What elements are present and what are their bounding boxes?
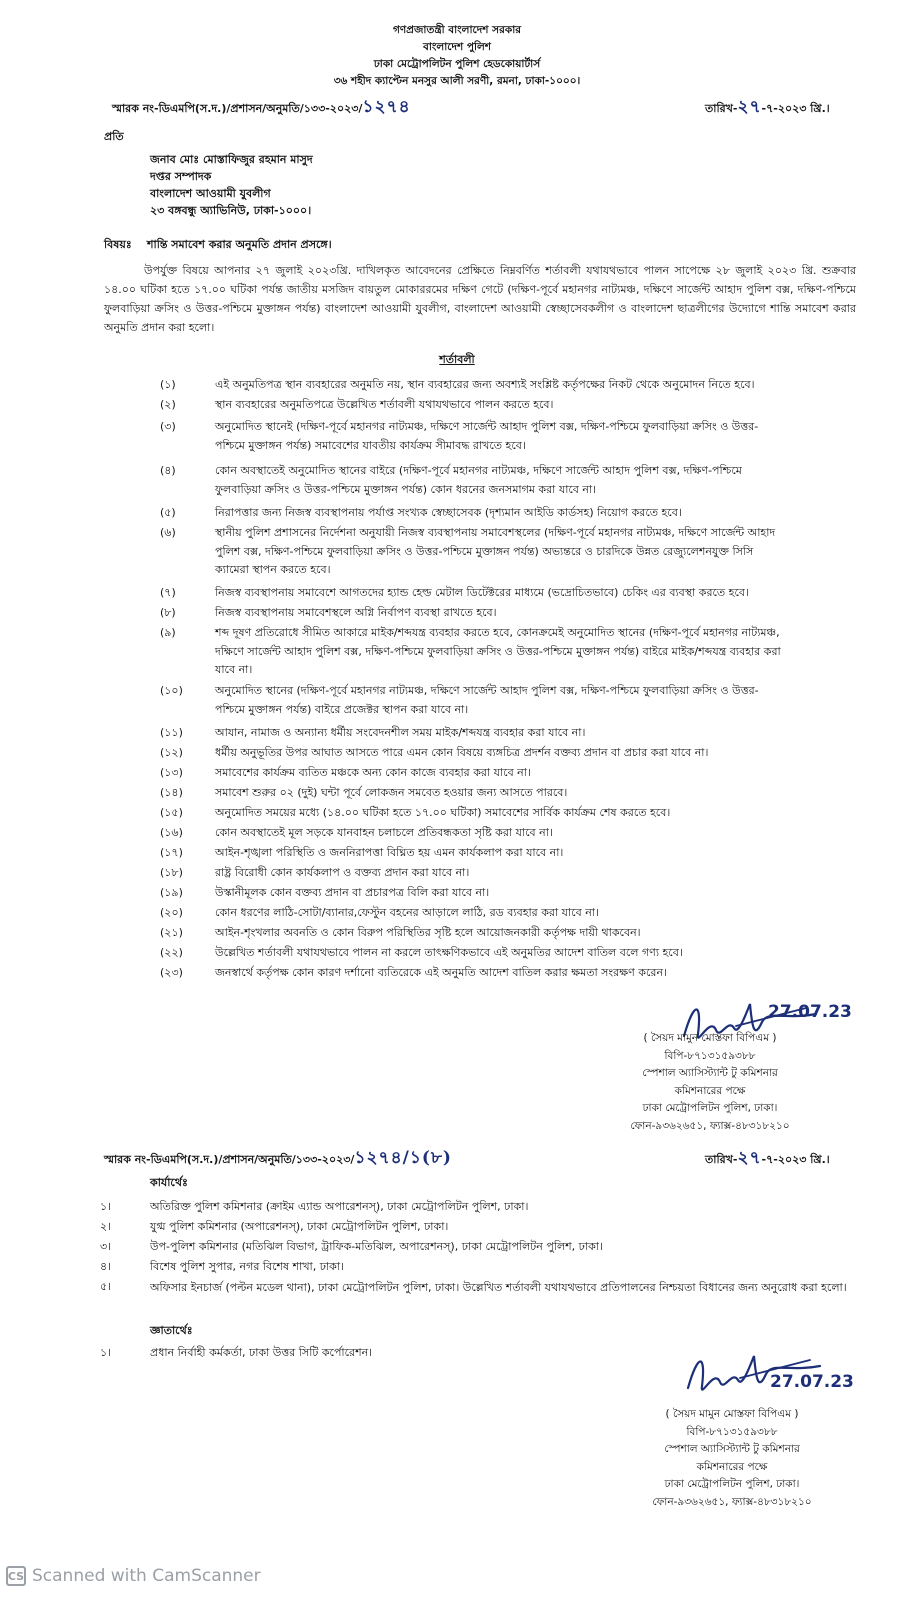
condition-number: (৩)	[160, 420, 176, 433]
condition-text: উল্লেখিত শর্তাবলী যথাযথভাবে পালন না করলে তাৎক্ষণিকভাবে এই অনুমতির আদেশ বাতিল বলে গণ্য হবে।	[215, 946, 683, 959]
condition-number: (৮)	[160, 606, 176, 619]
info-text: প্রধান নির্বাহী কর্মকর্তা, ঢাকা উত্তর সিটি কর্পোরেশন।	[150, 1346, 373, 1359]
memo2-date-label: তারিখ-	[705, 1153, 738, 1166]
condition-number: (২২)	[160, 946, 183, 959]
condition-number: (৪)	[160, 464, 176, 477]
memo2-reference	[104, 1150, 452, 1168]
recipient-to: প্রতি	[104, 130, 124, 143]
condition-number: (১৮)	[160, 866, 183, 879]
recipient-name: জনাব মোঃ মোস্তাফিজুর রহমান মাসুদ	[150, 153, 313, 166]
action-number: ৫।	[100, 1280, 112, 1293]
memo-date	[705, 99, 830, 117]
header-line-address: ৩৬ শহীদ ক্যাপ্টেন মনসুর আলী সরণী, রমনা, ঢাকা-১০০০।	[333, 75, 581, 87]
conditions-heading: শর্তাবলী	[439, 353, 475, 366]
memo-reference	[112, 99, 411, 117]
recipient-address: ২৩ বঙ্গবন্ধু অ্যাভিনিউ, ঢাকা-১০০০।	[150, 204, 312, 217]
signatory-behalf: কমিশনারের পক্ষে	[696, 1460, 768, 1473]
condition-text: রাষ্ট্র বিরোধী কোন কার্যকলাপ ও বক্তব্য প্রদান করা যাবে না।	[215, 866, 470, 879]
condition-text: অনুমোদিত সময়ের মধ্যে (১৪.০০ ঘটিকা হতে ১৭.০০ ঘটিকা) সমাবেশের সার্বিক কার্যক্রম শেষ করতে হবে।	[215, 806, 671, 819]
condition-number: (১৬)	[160, 826, 183, 839]
condition-text: উস্কানীমূলক কোন বক্তব্য প্রদান বা প্রচারপত্র বিলি করা যাবে না।	[215, 886, 490, 899]
signatory-name: ( সৈয়দ মামুন মোস্তফা বিপিএম )	[665, 1408, 799, 1420]
condition-number: (১০)	[160, 684, 183, 697]
action-text: যুগ্ম পুলিশ কমিশনার (অপারেশনস্), ঢাকা মেট্রোপলিটন পুলিশ, ঢাকা।	[150, 1220, 449, 1233]
action-number: ৩।	[100, 1240, 112, 1253]
camscanner-logo-icon: CS	[6, 1566, 26, 1586]
condition-text: আযান, নামাজ ও অন্যান্য ধর্মীয় সংবেদনশীল সময় মাইক/শব্দযন্ত্র ব্যবহার করা যাবে না।	[215, 726, 586, 739]
condition-number: (৬)	[160, 526, 176, 539]
signature-date-1: 27.07.23	[768, 1002, 852, 1022]
signatory-bp: বিপি-৮৭১৩১৫৯৩৮৮	[664, 1049, 756, 1062]
condition-text: নিরাপত্তার জন্য নিজস্ব ব্যবস্থাপনায় পর্যাপ্ত সংখ্যক স্বেচ্ছাসেবক (দৃশ্যমান আইডি কার্ডসহ) নিয়োগ করতে হবে।	[215, 506, 682, 519]
header-line-dmp: ঢাকা মেট্রোপলিটন পুলিশ হেডকোয়ার্টার্স	[373, 58, 541, 70]
condition-text: ধর্মীয় অনুভূতির উপর আঘাত আসতে পারে এমন কোন বিষয়ে ব্যঙ্গচিত্র প্রদর্শন বক্তব্য প্রদান বা প্রচার করা যাবে না।	[215, 746, 709, 759]
condition-text: আইন-শৃংখলার অবনতি ও কোন বিরুপ পরিস্থিতির সৃষ্টি হলে আয়োজনকারী কর্তৃপক্ষ দায়ী থাকবেন।	[215, 926, 641, 939]
condition-text: আইন-শৃঙ্খলা পরিস্থিতি ও জননিরাপত্তা বিঘ্নিত হয় এমন কার্যকলাপ করা যাবে না।	[215, 846, 564, 859]
signatory-office: ঢাকা মেট্রোপলিটন পুলিশ, ঢাকা।	[664, 1478, 800, 1490]
header-line-police: বাংলাদেশ পুলিশ	[422, 41, 492, 53]
header-line-government: গণপ্রজাতন্ত্রী বাংলাদেশ সরকার	[392, 24, 522, 36]
condition-number: (২)	[160, 398, 176, 411]
subject-text: শান্তি সমাবেশ করার অনুমতি প্রদান প্রসঙ্গে।	[147, 238, 332, 251]
action-heading: কার্যার্থেঃ	[150, 1176, 188, 1189]
condition-number: (৭)	[160, 586, 176, 599]
signatory-title: স্পেশাল অ্যাসিস্ট্যান্ট টু কমিশনার	[664, 1443, 800, 1455]
signature-date-2: 27.07.23	[770, 1372, 854, 1392]
memo-reference-text: স্মারক নং-ডিএমপি(স.দ.)/প্রশাসন/অনুমতি/১৩৩-২০২৩/	[112, 102, 363, 115]
memo2-date-rest: -৭-২০২৩ খ্রি.।	[761, 1153, 830, 1166]
condition-number: (১৩)	[160, 766, 183, 779]
condition-text: স্থানীয় পুলিশ প্রশাসনের নির্দেশনা অনুযায়ী নিজস্ব ব্যবস্থাপনায় সমাবেশস্থলের (দক্ষিণ-পূর্বে মহানগর নাট্যমঞ্চ, দক্ষিণে সার্জেন্ট আহাদ পুলিশ বক্স, দক্ষিণ-পশ্চিমে ফুলবাড়িয়া ক্রসিং ও উত্তর-পশ্চিমে মুক্তাঙ্গন পর্যন্ত) অভ্যন্তরে ও চারদিকে উন্নত রেজ্যুলেশনযুক্ত সিসি ক্যামেরা স্থাপন করতে হবে।	[215, 526, 776, 576]
condition-number: (১৯)	[160, 886, 183, 899]
camscanner-watermark	[6, 1566, 261, 1586]
signatory-bp: বিপি-৮৭১৩১৫৯৩৮৮	[686, 1425, 778, 1438]
condition-number: (২০)	[160, 906, 183, 919]
signatory-title: স্পেশাল অ্যাসিস্ট্যান্ট টু কমিশনার	[642, 1067, 778, 1079]
condition-text: কোন ধরণের লাঠি-সোটা/ব্যানার,ফেস্টুন বহনের আড়ালে লাঠি, রড ব্যবহার করা যাবে না।	[215, 906, 599, 919]
action-text: উপ-পুলিশ কমিশনার (মতিঝিল বিভাগ, ট্রাফিক-মতিঝিল, অপারেশনস্), ঢাকা মেট্রোপলিটন পুলিশ, ঢাকা।	[150, 1240, 603, 1253]
action-number: ১।	[100, 1200, 112, 1213]
condition-text: নিজস্ব ব্যবস্থাপনায় সমাবেশে আগতদের হ্যান্ড হেল্ড মেটাল ডিটেক্টরের মাধ্যমে (ভদ্রোচিতভাবে) চেকিং এর ব্যবস্থা করতে হবে।	[215, 586, 749, 599]
info-heading: জ্ঞাতার্থেঃ	[150, 1324, 193, 1337]
signatory-office: ঢাকা মেট্রোপলিটন পুলিশ, ঢাকা।	[642, 1102, 778, 1114]
condition-number: (৯)	[160, 626, 176, 639]
memo2-date	[705, 1150, 830, 1168]
condition-number: (১)	[160, 378, 176, 391]
action-text: বিশেষ পুলিশ সুপার, নগর বিশেষ শাখা, ঢাকা।	[150, 1260, 344, 1273]
memo2-reference-text: স্মারক নং-ডিএমপি(স.দ.)/প্রশাসন/অনুমতি/১৩৩-২০২৩/	[104, 1153, 355, 1166]
signatory-behalf: কমিশনারের পক্ষে	[674, 1084, 746, 1097]
recipient-post: দপ্তর সম্পাদক	[150, 170, 212, 183]
action-number: ২।	[100, 1220, 112, 1233]
memo-date-rest: -৭-২০২৩ খ্রি.।	[761, 102, 830, 115]
memo-date-label: তারিখ-	[705, 102, 738, 115]
condition-text: কোন অবস্থাতেই মূল সড়কে যানবাহন চলাচলে প্রতিবন্ধকতা সৃষ্টি করা যাবে না।	[215, 826, 553, 839]
condition-text: এই অনুমতিপত্র স্থান ব্যবহারের অনুমতি নয়, স্থান ব্যবহারের জন্য অবশ্যই সংশ্লিষ্ট কর্তৃপক্ষের নিকট থেকে অনুমোদন নিতে হবে।	[215, 378, 755, 391]
subject-label: বিষয়ঃ	[104, 238, 132, 251]
condition-number: (২৩)	[160, 966, 183, 979]
action-text: অতিরিক্ত পুলিশ কমিশনার (ক্রাইম এ্যান্ড অপারেশনস্), ঢাকা মেট্রোপলিটন পুলিশ, ঢাকা।	[150, 1200, 529, 1213]
condition-text: কোন অবস্থাতেই অনুমোদিত স্থানের বাইরে (দক্ষিণ-পূর্বে মহানগর নাট্যমঞ্চ, দক্ষিণে সার্জেন্ট আহাদ পুলিশ বক্স, দক্ষিণ-পশ্চিমে ফুলবাড়িয়া ক্রসিং ও উত্তর-পশ্চিমে মুক্তাঙ্গন পর্যন্ত) কোন ধরনের জনসমাগম করা যাবে না।	[215, 464, 742, 496]
condition-number: (১১)	[160, 726, 183, 739]
condition-text: সমাবেশের কার্যক্রম ব্যতিত মঞ্চকে অন্য কোন কাজে ব্যবহার করা যাবে না।	[215, 766, 531, 779]
condition-number: (১৪)	[160, 786, 183, 799]
action-text: অফিসার ইনচার্জ (পল্টন মডেল থানা), ঢাকা মেট্রোপলিটন পুলিশ, ঢাকা। উল্লেখিত শর্তাবলী যথাযথভাবে প্রতিপালনের নিশ্চয়তা বিধানের জন্য অনুরোধ করা হলো।	[150, 1281, 847, 1294]
condition-number: (১৫)	[160, 806, 183, 819]
condition-text: সমাবেশ শুরুর ০২ (দুই) ঘন্টা পূর্বে লোকজন সমবেত হওয়ার জন্য আসতে পারবে।	[215, 786, 568, 799]
recipient-org: বাংলাদেশ আওয়ামী যুবলীগ	[150, 187, 271, 200]
condition-text: স্থান ব্যবহারের অনুমতিপত্রে উল্লেখিত শর্তাবলী যথাযথভাবে পালন করতে হবে।	[215, 398, 554, 411]
condition-text: জনস্বার্থে কর্তৃপক্ষ কোন কারণ দর্শানো ব্যতিরেকে এই অনুমতি আদেশ বাতিল করার ক্ষমতা সংরক্ষণ করেন।	[215, 966, 667, 979]
condition-text: শব্দ দূষণ প্রতিরোধে সীমিত আকারে মাইক/শব্দযন্ত্র ব্যবহার করতে হবে, কোনক্রমেই অনুমোদিত স্থানের (দক্ষিণ-পূর্বে মহানগর নাট্যমঞ্চ, দক্ষিণে সার্জেন্ট আহাদ পুলিশ বক্স, দক্ষিণ-পশ্চিমে ফুলবাড়িয়া ক্রসিং ও উত্তর-পশ্চিমে মুক্তাঙ্গন পর্যন্ত) বাইরে মাইক/শব্দযন্ত্র ব্যবহার করা যাবে না।	[215, 626, 781, 676]
condition-number: (১৭)	[160, 846, 183, 859]
condition-number: (৫)	[160, 506, 176, 519]
body-paragraph: উপর্যুক্ত বিষয়ে আপনার ২৭ জুলাই ২০২৩খ্রি. দাখিলকৃত আবেদনের প্রেক্ষিতে নিম্নবর্ণিত শর্তাবলী যথাযথভাবে পালন সাপেক্ষে ২৮ জুলাই ২০২৩ খ্রি. শুক্রবার ১৪.০০ ঘটিকা হতে ১৭.০০ ঘটিকা পর্যন্ত জাতীয় মসজিদ বায়তুল মোকাররমের দক্ষিণ গেটে (দক্ষিণ-পূর্বে মহানগর নাট্যমঞ্চ, দক্ষিণে সার্জেন্ট আহাদ পুলিশ বক্স, দক্ষিণ-পশ্চিমে ফুলবাড়িয়া ক্রসিং ও উত্তর-পশ্চিমে মুক্তাঙ্গন পর্যন্ত) বাংলাদেশ আওয়ামী যুবলীগ, বাংলাদেশ আওয়ামী স্বেচ্ছাসেবকলীগ ও বাংলাদেশ ছাত্রলীগের উদ্যোগে শান্তি সমাবেশ করার অনুমতি প্রদান করা হলো।	[104, 264, 856, 334]
condition-number: (১২)	[160, 746, 183, 759]
signatory-contact: ফোন-৯৩৬২৬৫১, ফ্যাক্স-৪৮৩১৮২১০	[652, 1495, 812, 1508]
condition-text: অনুমোদিত স্থানের (দক্ষিণ-পূর্বে মহানগর নাট্যমঞ্চ, দক্ষিণে সার্জেন্ট আহাদ পুলিশ বক্স, দক্ষিণ-পশ্চিমে ফুলবাড়িয়া ক্রসিং ও উত্তর-পশ্চিমে মুক্তাঙ্গন পর্যন্ত) বাইরে প্রজেক্টর স্থাপন করা যাবে না।	[215, 684, 759, 716]
action-number: ৪।	[100, 1260, 112, 1273]
memo-reference-handwritten: ১২৭৪	[362, 97, 411, 117]
signatory-contact: ফোন-৯৩৬২৬৫১, ফ্যাক্স-৪৮৩১৮২১০	[630, 1119, 790, 1132]
memo-date-handwritten: ২৭	[737, 97, 762, 117]
memo2-date-handwritten: ২৭	[737, 1148, 762, 1168]
signatory-name: ( সৈয়দ মামুন মোস্তফা বিপিএম )	[643, 1032, 777, 1044]
condition-number: (২১)	[160, 926, 183, 939]
signature-block-1	[560, 1030, 860, 1135]
info-number: ১।	[100, 1346, 112, 1359]
condition-text: নিজস্ব ব্যবস্থাপনায় সমাবেশস্থলে অগ্নি নির্বাপণ ব্যবস্থা রাখতে হবে।	[215, 606, 497, 619]
memo2-reference-handwritten: ১২৭৪/১(৮)	[354, 1148, 452, 1168]
condition-text: অনুমোদিত স্থানেই (দক্ষিণ-পূর্বে মহানগর নাট্যমঞ্চ, দক্ষিণে সার্জেন্ট আহাদ পুলিশ বক্স, দক্ষিণ-পশ্চিমে ফুলবাড়িয়া ক্রসিং ও উত্তর-পশ্চিমে মুক্তাঙ্গন পর্যন্ত) সমাবেশের যাবতীয় কার্যক্রম সীমাবদ্ধ রাখতে হবে।	[215, 420, 759, 452]
camscanner-text: Scanned with CamScanner	[32, 1566, 261, 1586]
signature-block-2	[582, 1406, 882, 1511]
